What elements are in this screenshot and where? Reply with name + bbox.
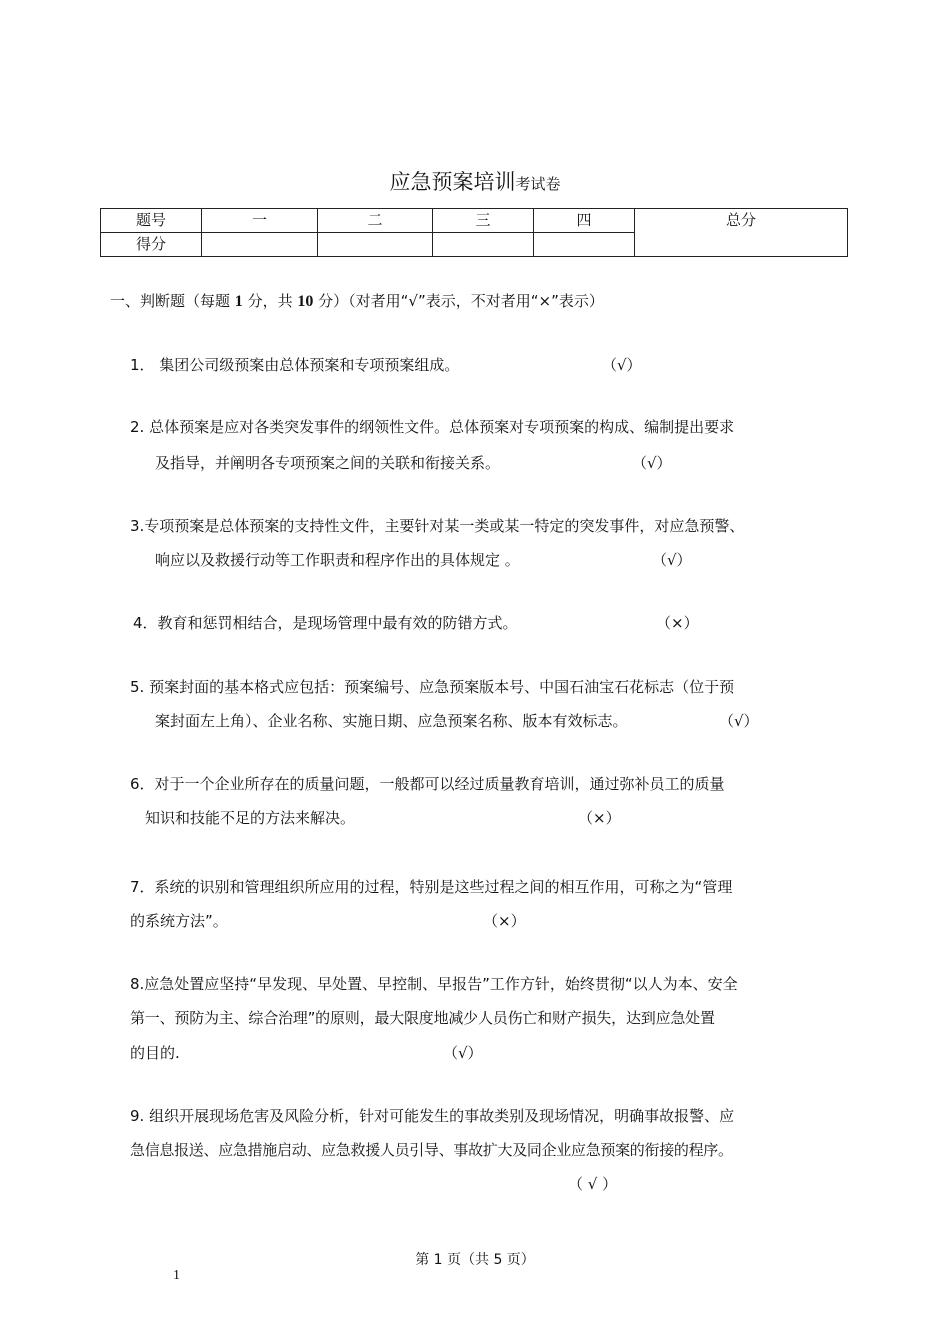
question-9-answer: （ √ ） [568, 1175, 618, 1193]
question-3-answer: （√） [652, 551, 692, 569]
question-4-line-1: 4．教育和惩罚相结合，是现场管理中最有效的防错方式。 [133, 614, 518, 632]
section-heading: 一、判断题（每题 1 分，共 10 分）（对者用“√”表示，不对者用“×”表示） [110, 292, 604, 310]
page-number: 1 [173, 1268, 180, 1283]
question-8-line-1: 8.应急处置应坚持“早发现、早处置、早控制、早报告”工作方针，始终贯彻“以人为本、安全 [130, 975, 738, 993]
question-1-answer: （√） [602, 356, 642, 374]
score-cell [318, 233, 433, 257]
page-footer: 第 1 页（共 5 页） [415, 1252, 535, 1268]
header-cell-total: 总分 [635, 209, 848, 257]
score-table [100, 208, 848, 257]
question-1-line-1: 1． 集团公司级预案由总体预案和专项预案组成。 [130, 356, 460, 374]
question-7-answer: （×） [483, 912, 526, 930]
question-6-line-1: 6．对于一个企业所存在的质量问题，一般都可以经过质量教育培训，通过弥补员工的质量 [130, 775, 725, 793]
title-main: 应急预案培训 [389, 170, 516, 194]
question-8-answer: （√） [443, 1044, 483, 1062]
question-3-line-1: 3.专项预案是总体预案的支持性文件，主要针对某一类或某一特定的突发事件，对应急预警、 [130, 517, 745, 535]
question-5-line-2: 案封面左上角）、企业名称、实施日期、应急预案名称、版本有效标志。 [155, 712, 628, 730]
question-8-line-2: 第一、预防为主、综合治理”的原则，最大限度地减少人员伤亡和财产损失，达到应急处置 [130, 1009, 715, 1027]
question-4-answer: （×） [656, 614, 699, 632]
title-suffix: 考试卷 [515, 175, 561, 193]
header-cell: 四 [534, 209, 635, 233]
score-table-header-row [101, 209, 848, 233]
question-2-line-2: 及指导，并阐明各专项预案之间的关联和衔接关系。 [155, 454, 501, 472]
question-5-line-1: 5. 预案封面的基本格式应包括：预案编号、应急预案版本号、中国石油宝石花标志（位于预 [130, 678, 735, 696]
header-cell: 三 [433, 209, 534, 233]
score-cell [534, 233, 635, 257]
question-9-line-1: 9. 组织开展现场危害及风险分析，针对可能发生的事故类别及现场情况，明确事故报警、应 [130, 1107, 735, 1125]
question-3-line-2: 响应以及救援行动等工作职责和程序作出的具体规定 。 [155, 551, 520, 569]
score-cell [202, 233, 318, 257]
score-cell [433, 233, 534, 257]
question-7-line-1: 7．系统的识别和管理组织所应用的过程，特别是这些过程之间的相互作用，可称之为“管理 [130, 878, 733, 896]
header-cell: 二 [318, 209, 433, 233]
header-cell: 题号 [101, 209, 202, 233]
question-6-answer: （×） [578, 809, 621, 827]
question-5-answer: （√） [719, 712, 759, 730]
question-8-line-3: 的目的. [130, 1044, 180, 1062]
question-7-line-2: 的系统方法”。 [130, 912, 228, 930]
page-title [0, 166, 950, 196]
header-cell: 一 [202, 209, 318, 233]
question-6-line-2: 知识和技能不足的方法来解决。 [145, 809, 356, 827]
question-2-answer: （√） [632, 454, 672, 472]
row-label: 得分 [101, 233, 202, 257]
question-9-line-2: 急信息报送、应急措施启动、应急救援人员引导、事故扩大及同企业应急预案的衔接的程序。 [130, 1141, 733, 1159]
question-2-line-1: 2. 总体预案是应对各类突发事件的纲领性文件。总体预案对专项预案的构成、编制提出要求 [130, 418, 735, 436]
